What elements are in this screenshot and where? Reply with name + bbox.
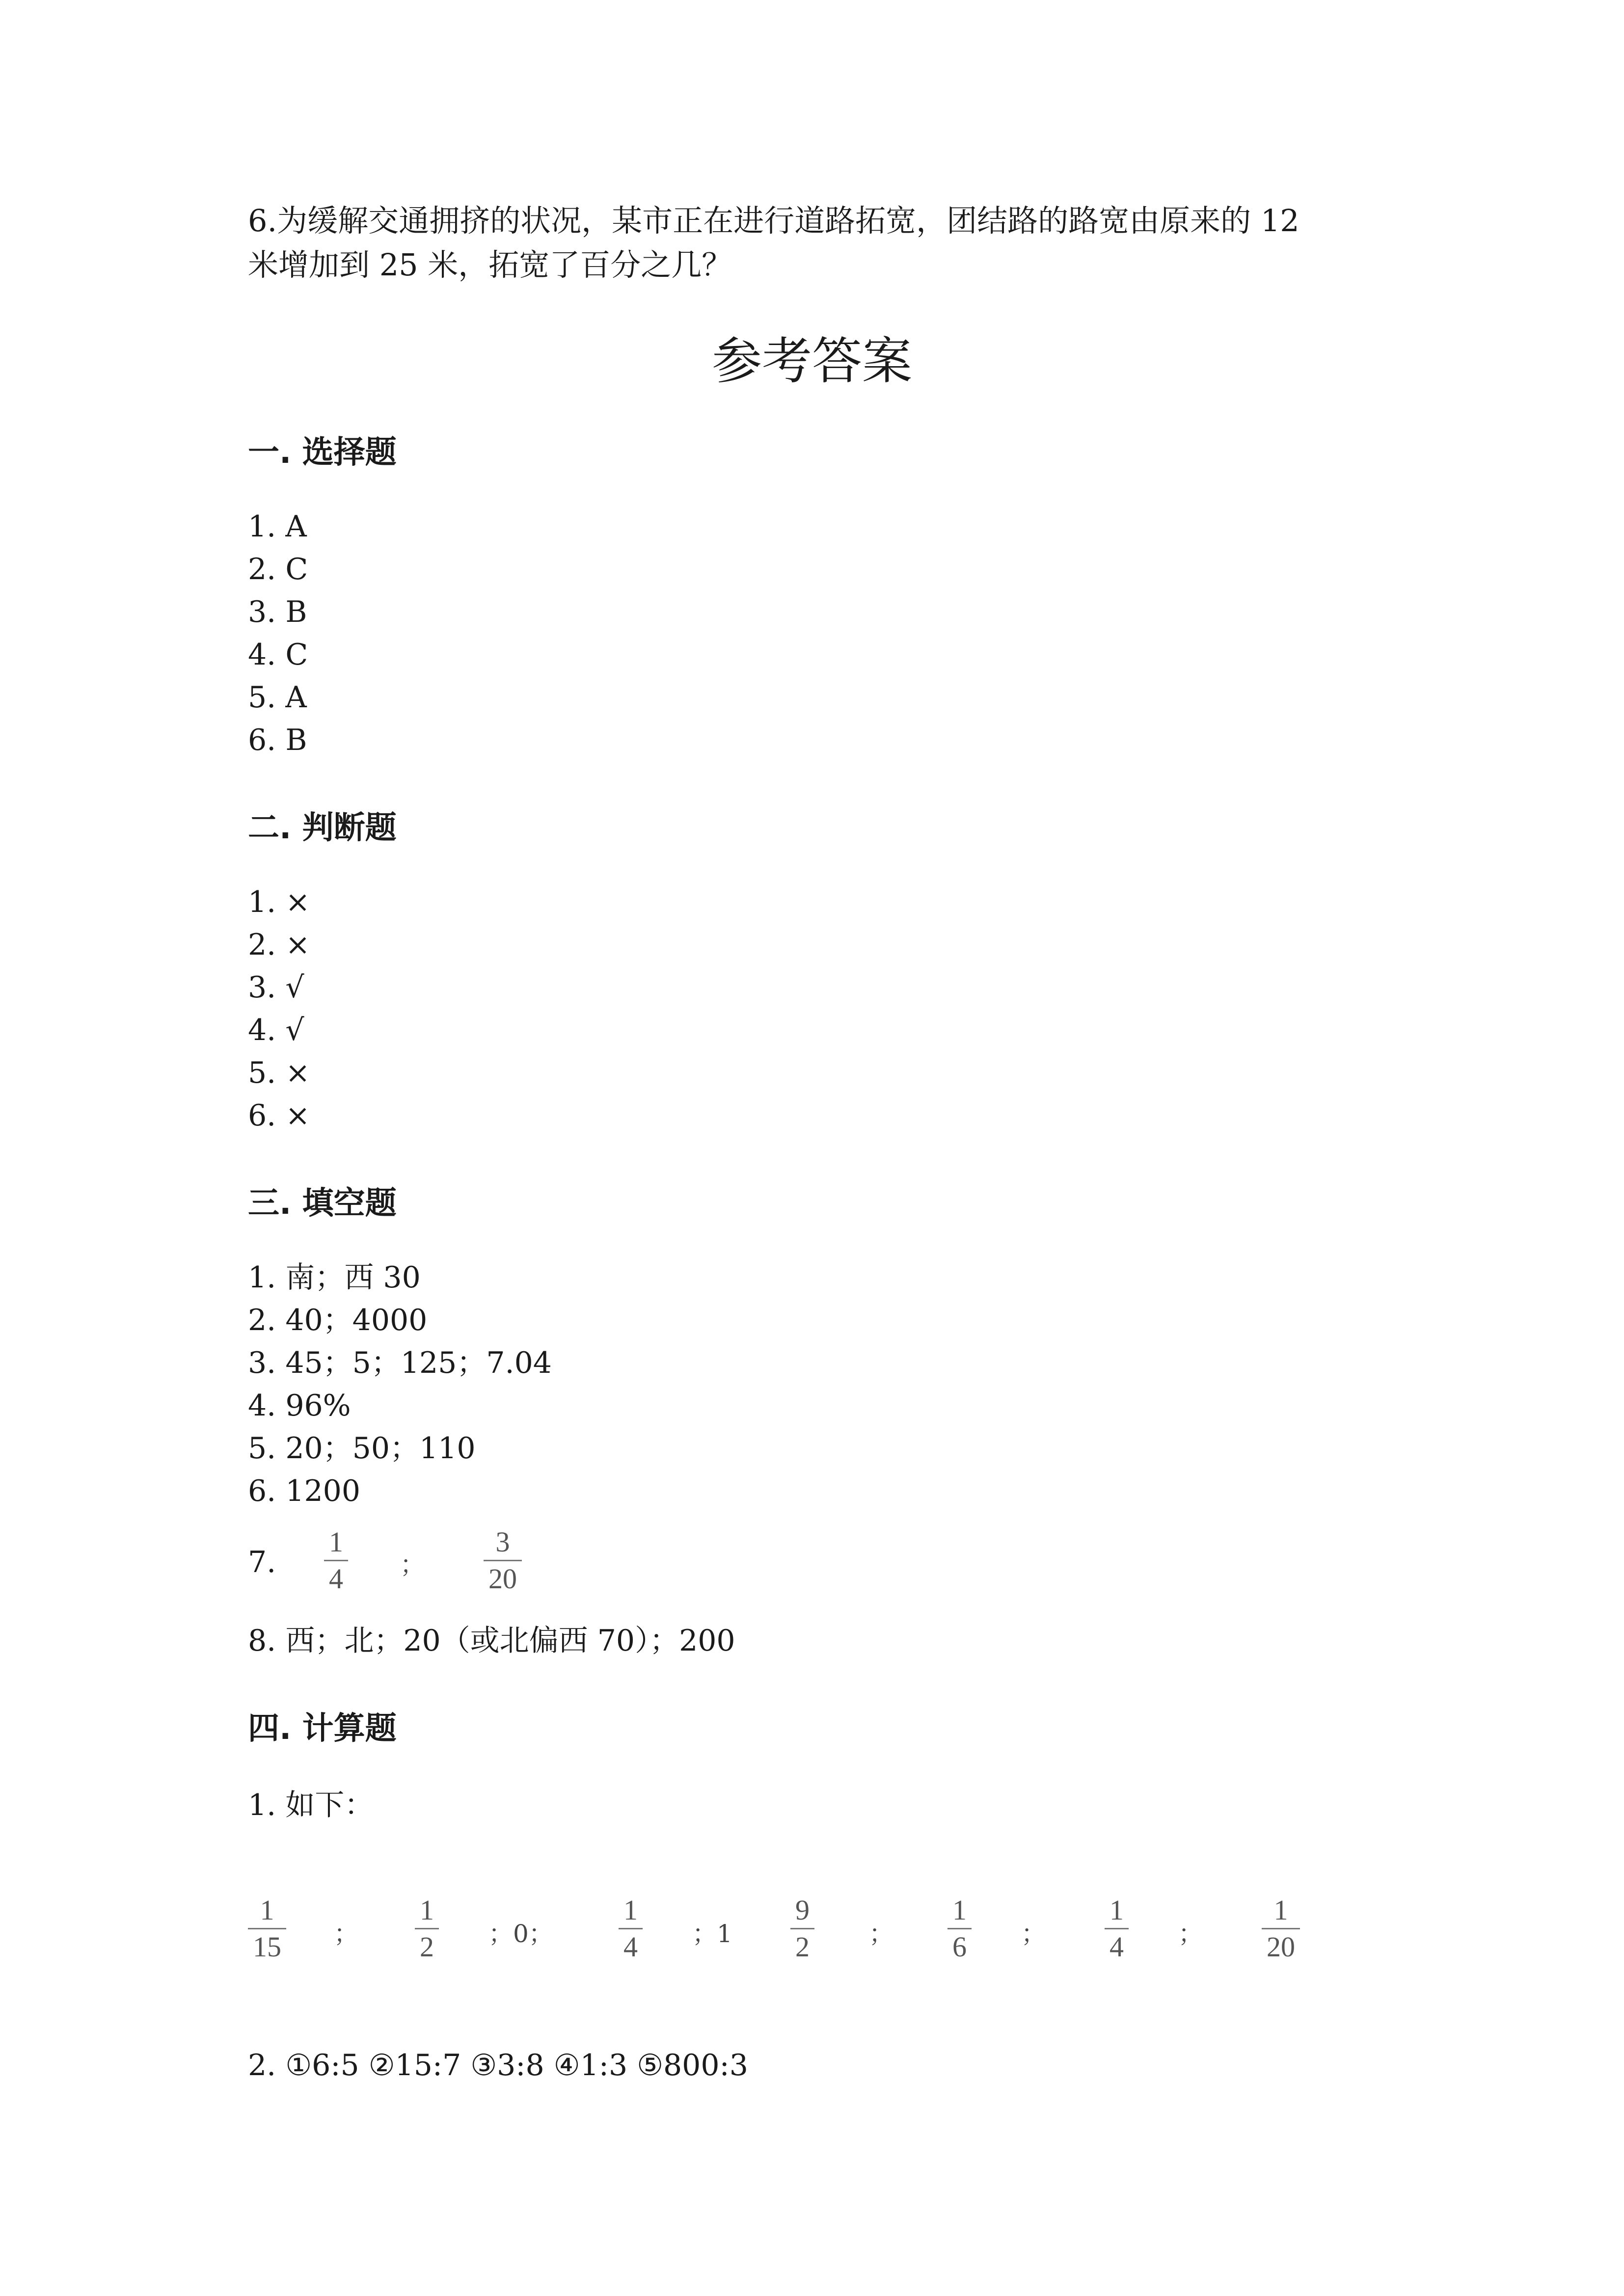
answer-item: 1. 南；西 30: [248, 1260, 421, 1295]
fraction-bar: [248, 1928, 286, 1929]
separator: ；: [334, 1920, 358, 1948]
fraction: [619, 1895, 643, 1963]
fraction-denominator: 2: [795, 1931, 810, 1963]
answer-item: 8. 西；北；20（或北偏西 70）；200: [248, 1624, 735, 1658]
fraction-denominator: 15: [253, 1931, 281, 1963]
answer-item: 4. C: [248, 638, 308, 672]
answer-item: 3. √: [248, 970, 304, 1005]
fraction-numerator: 1: [623, 1894, 638, 1926]
answer-item: 2. ①6:5 ②15:7 ③3:8 ④1:3 ⑤800:3: [248, 2048, 748, 2082]
fraction-denominator: 4: [1110, 1931, 1124, 1963]
separator: ；: [400, 1550, 425, 1579]
fraction-bar: [1105, 1928, 1129, 1929]
fraction-bar: [415, 1928, 439, 1929]
fraction-numerator: 1: [1273, 1894, 1288, 1926]
answer-item: 5. ×: [248, 1056, 310, 1090]
fraction-denominator: 6: [952, 1931, 967, 1963]
answer-item: 1. 如下：: [248, 1788, 374, 1822]
answer-item: 5. A: [248, 680, 307, 715]
fraction: [324, 1526, 348, 1595]
fraction: [484, 1526, 522, 1595]
fraction-numerator: 9: [795, 1894, 810, 1926]
answer-item: 5. 20；50；110: [248, 1431, 476, 1466]
answer-item: 4. √: [248, 1013, 304, 1047]
fraction-denominator: 20: [1267, 1931, 1295, 1963]
answer-item: 1. A: [248, 509, 307, 544]
fraction-denominator: 4: [623, 1931, 638, 1963]
page-title: 参考答案: [712, 332, 912, 391]
separator: ；0；: [488, 1920, 553, 1948]
question-6-line-1: 6.为缓解交通拥挤的状况，某市正在进行道路拓宽，团结路的路宽由原来的 12: [248, 203, 1299, 239]
answer-item-7-prefix: 7.: [248, 1545, 276, 1579]
fraction-numerator: 1: [329, 1526, 343, 1558]
answer-item: 6. ×: [248, 1098, 310, 1133]
fraction-denominator: 20: [488, 1563, 517, 1595]
question-6-line-2: 米增加到 25 米，拓宽了百分之几？: [248, 247, 732, 283]
fraction-bar: [484, 1560, 522, 1561]
answer-item: 6. 1200: [248, 1474, 361, 1508]
fraction-bar: [1262, 1928, 1300, 1929]
section-heading-judgment: 二. 判断题: [248, 810, 397, 846]
fraction-numerator: 1: [420, 1894, 434, 1926]
fraction: [790, 1895, 814, 1963]
answer-item: 3. 45；5；125；7.04: [248, 1346, 552, 1380]
answer-item: 2. ×: [248, 928, 310, 962]
separator: ；: [1178, 1920, 1203, 1948]
fraction-numerator: 3: [495, 1526, 510, 1558]
section-heading-fill-blank: 三. 填空题: [248, 1185, 397, 1222]
fraction: [1105, 1895, 1129, 1963]
fraction-numerator: 1: [260, 1894, 274, 1926]
fraction: [248, 1895, 286, 1963]
answer-item: 1. ×: [248, 885, 310, 919]
fraction-denominator: 2: [420, 1931, 434, 1963]
fraction: [1262, 1895, 1300, 1963]
answer-item: 6. B: [248, 723, 307, 757]
separator: ；1: [692, 1920, 732, 1948]
fraction-bar: [947, 1928, 972, 1929]
fraction-numerator: 1: [1110, 1894, 1124, 1926]
fraction: [947, 1895, 972, 1963]
section-heading-calculation: 四. 计算题: [248, 1710, 397, 1747]
separator: ；: [1021, 1920, 1046, 1948]
fraction-denominator: 4: [329, 1563, 343, 1595]
answer-item: 4. 96%: [248, 1388, 351, 1423]
answer-item: 3. B: [248, 595, 307, 629]
section-heading-choice: 一. 选择题: [248, 434, 397, 471]
fraction-numerator: 1: [952, 1894, 967, 1926]
fraction-bar: [324, 1560, 348, 1561]
answer-item: 2. 40；4000: [248, 1303, 428, 1337]
fraction: [415, 1895, 439, 1963]
separator: ；: [869, 1920, 893, 1948]
fraction-bar: [619, 1928, 643, 1929]
fraction-bar: [790, 1928, 814, 1929]
answer-item: 2. C: [248, 552, 308, 587]
